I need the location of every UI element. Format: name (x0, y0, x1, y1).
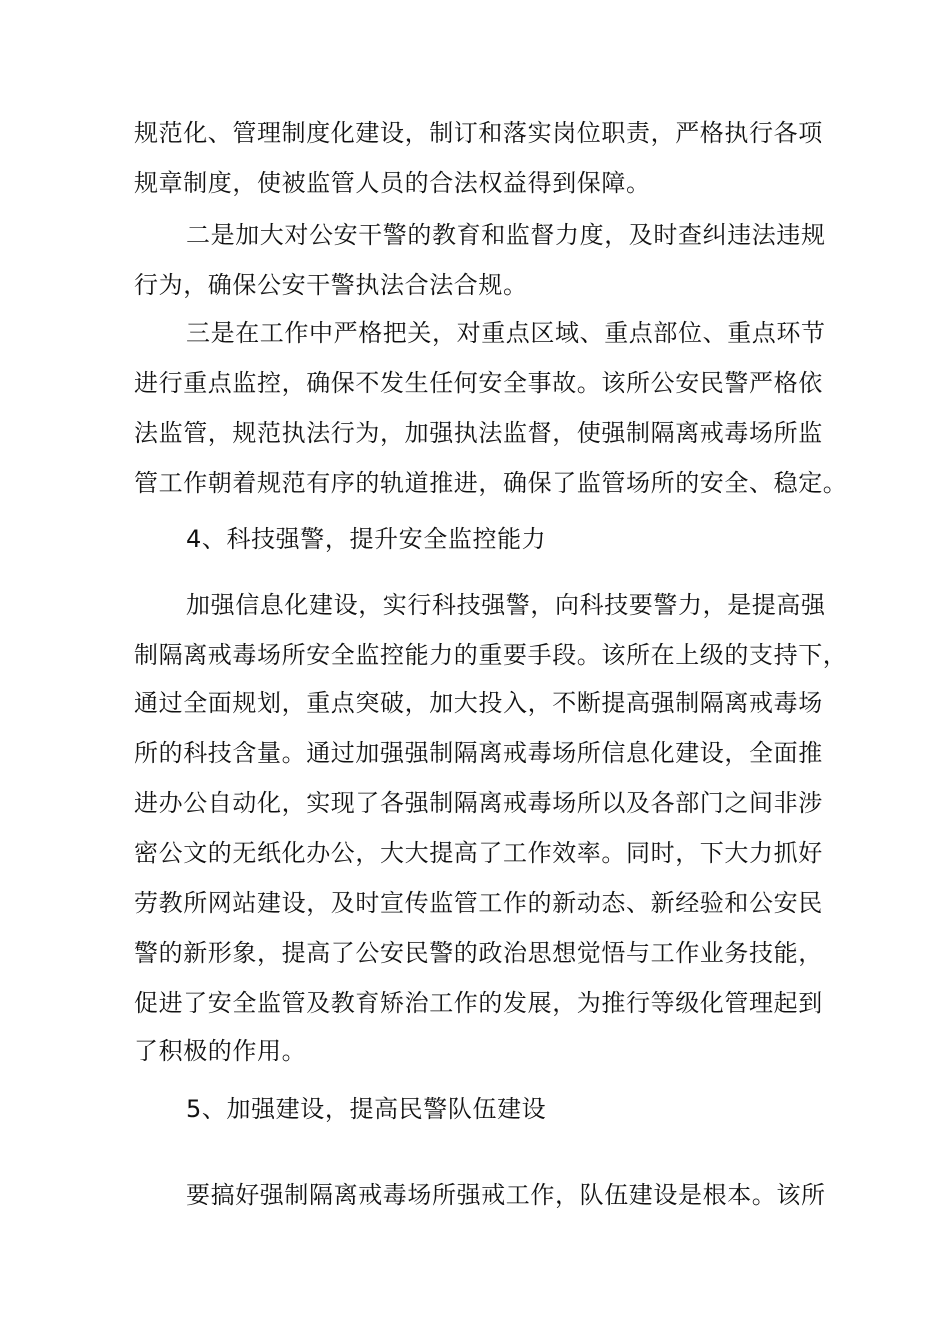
paragraph-line: 所的科技含量。通过加强强制隔离戒毒场所信息化建设，全面推 (134, 739, 823, 767)
paragraph-line: 了积极的作用。 (134, 1037, 307, 1065)
paragraph-line: 规范化、管理制度化建设，制订和落实岗位职责，严格执行各项 (134, 119, 823, 147)
section-heading: 5、加强建设，提高民警队伍建设 (186, 1095, 547, 1123)
paragraph-line: 进办公自动化，实现了各强制隔离戒毒场所以及各部门之间非涉 (134, 789, 823, 817)
paragraph-line: 加强信息化建设，实行科技强警，向科技要警力，是提高强 (186, 591, 826, 619)
paragraph-line: 密公文的无纸化办公，大大提高了工作效率。同时，下大力抓好 (134, 839, 823, 867)
paragraph-line: 规章制度，使被监管人员的合法权益得到保障。 (134, 169, 651, 197)
paragraph-line: 促进了安全监管及教育矫治工作的发展，为推行等级化管理起到 (134, 989, 823, 1017)
paragraph-line: 法监管，规范执法行为，加强执法监督，使强制隔离戒毒场所监 (134, 419, 823, 447)
paragraph-line: 劳教所网站建设，及时宣传监管工作的新动态、新经验和公安民 (134, 889, 823, 917)
paragraph-line: 二是加大对公安干警的教育和监督力度，及时查纠违法违规 (186, 221, 826, 249)
paragraph-line: 进行重点监控，确保不发生任何安全事故。该所公安民警严格依 (134, 369, 823, 397)
paragraph-line: 管工作朝着规范有序的轨道推进，确保了监管场所的安全、稳定。 (134, 469, 848, 497)
paragraph-line: 制隔离戒毒场所安全监控能力的重要手段。该所在上级的支持下， (134, 641, 848, 669)
paragraph-line: 警的新形象，提高了公安民警的政治思想觉悟与工作业务技能， (134, 939, 823, 967)
paragraph-line: 要搞好强制隔离戒毒场所强戒工作，队伍建设是根本。该所 (186, 1181, 826, 1209)
section-heading: 4、科技强警，提升安全监控能力 (186, 525, 547, 553)
paragraph-line: 三是在工作中严格把关，对重点区域、重点部位、重点环节 (186, 319, 826, 347)
paragraph-line: 通过全面规划，重点突破，加大投入，不断提高强制隔离戒毒场 (134, 689, 823, 717)
paragraph-line: 行为，确保公安干警执法合法合规。 (134, 271, 528, 299)
